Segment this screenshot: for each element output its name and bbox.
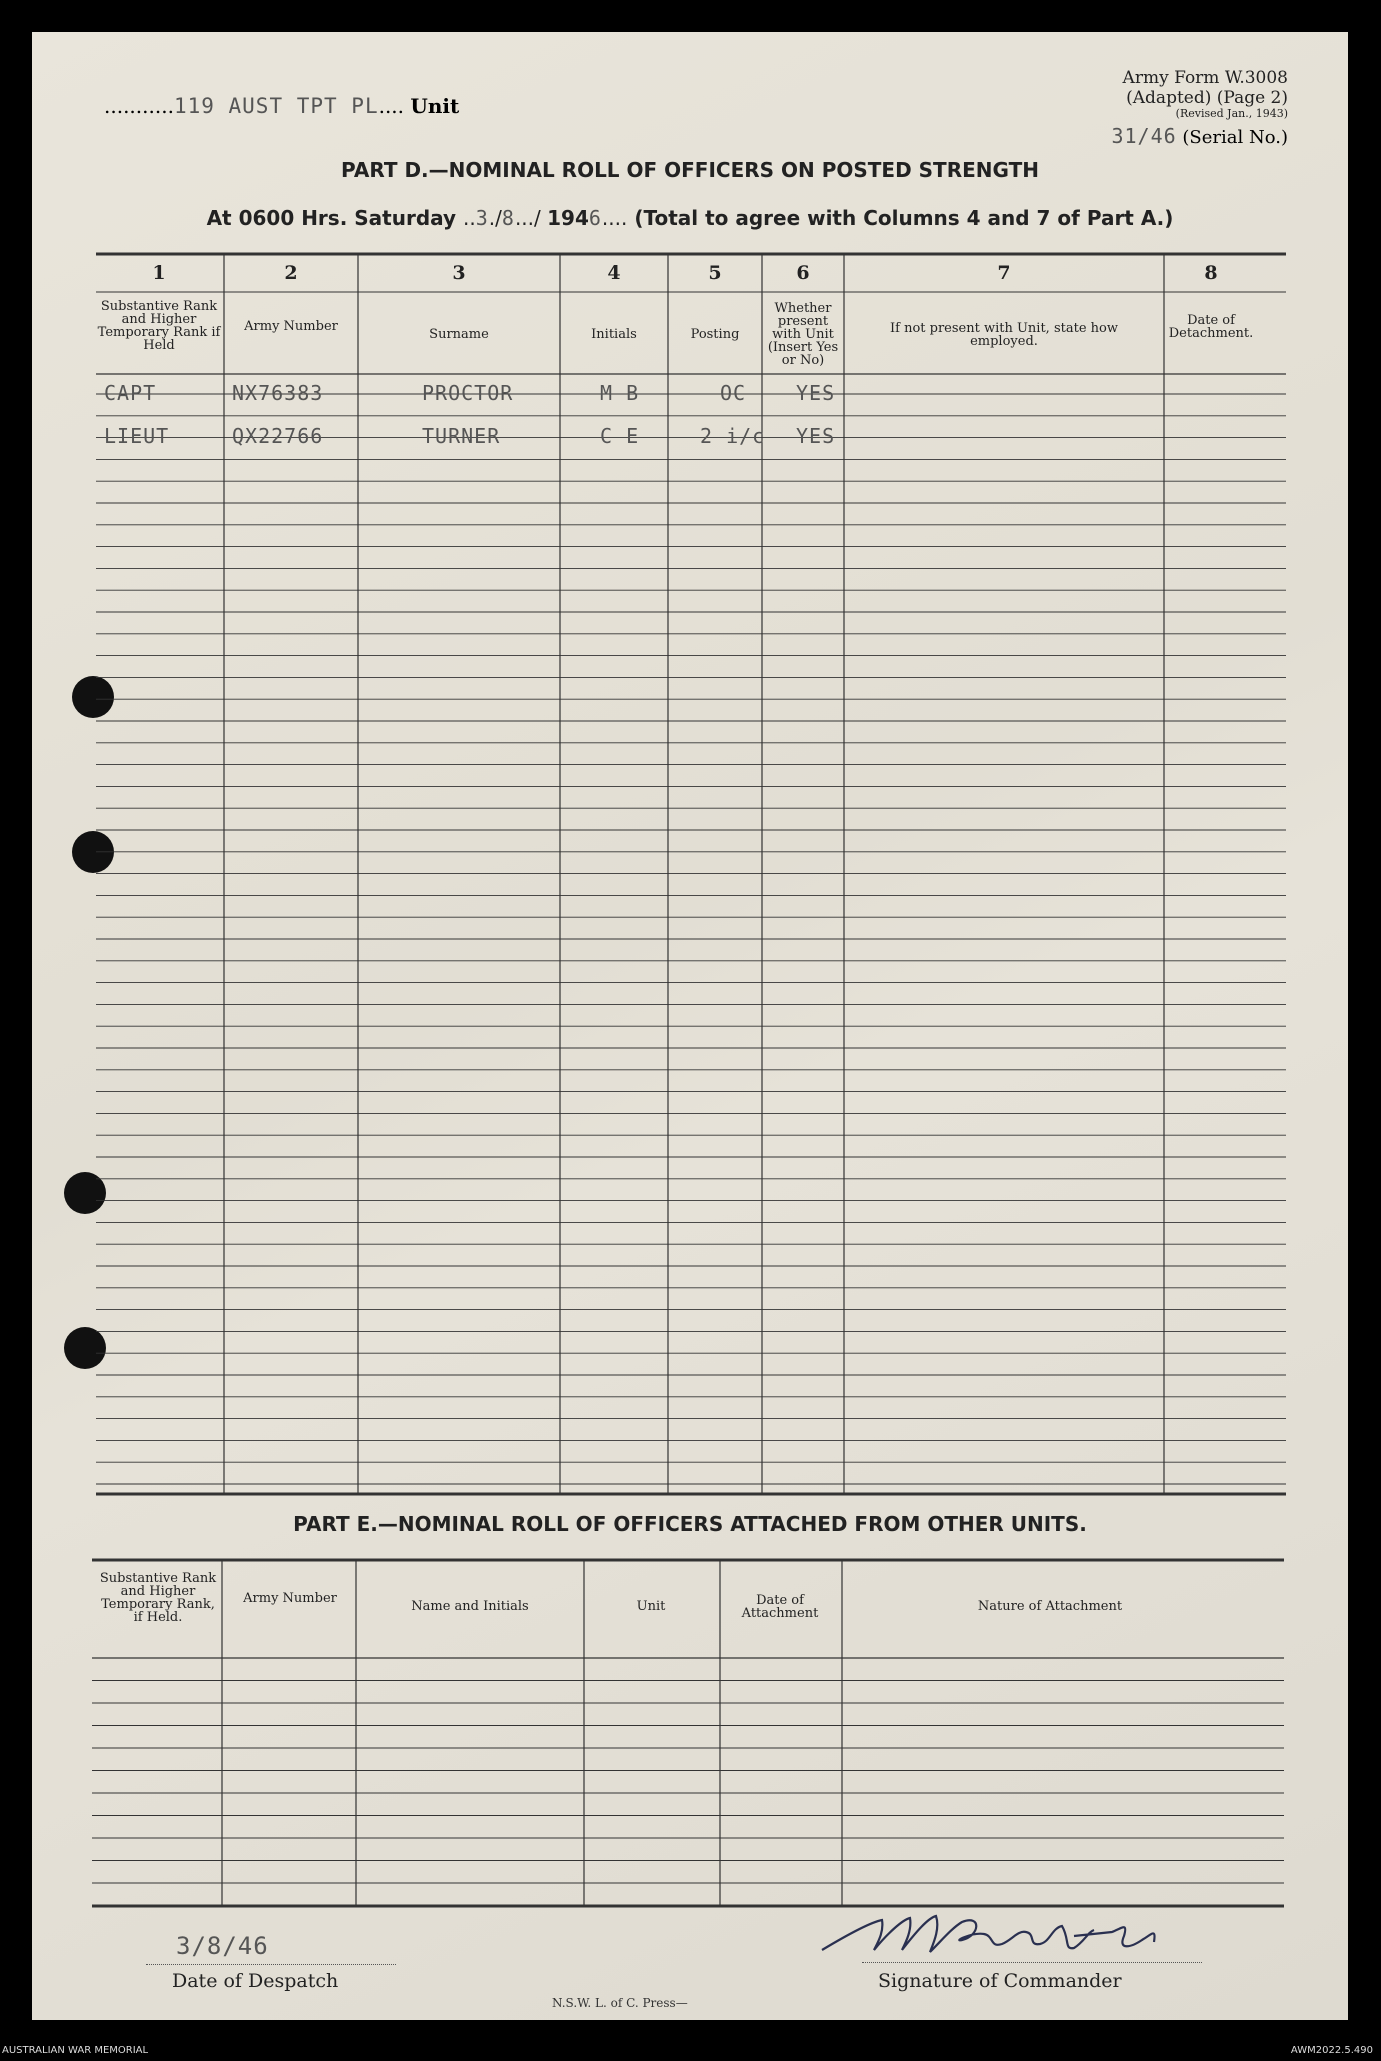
form-page (32, 32, 1348, 2020)
present-cell: YES (796, 381, 836, 405)
column-number: 8 (1204, 262, 1218, 284)
commander-signature (812, 1892, 1192, 1972)
part-d-title: PART D.—NOMINAL ROLL OF OFFICERS ON POSTED STRENGTH (341, 158, 1039, 182)
column-header: Unit (636, 1599, 666, 1614)
surname-cell: PROCTOR (422, 381, 514, 405)
column-number: 5 (708, 262, 722, 284)
date-year-digit: 6 (588, 206, 602, 230)
date-line: At 0600 Hrs. Saturday ..3./8.../ 1946.... (Total to agree with Columns 4 and 7 of Part A.) (206, 206, 1174, 230)
column-header: Nature of Attachment (977, 1599, 1123, 1614)
column-number: 7 (997, 262, 1011, 284)
initials-cell: C E (600, 424, 640, 448)
press-label: N.S.W. L. of C. Press— (552, 1996, 688, 2010)
date-day: 3 (475, 206, 489, 230)
signature-label: Signature of Commander (878, 1970, 1122, 1992)
form-adapted: (Adapted) (Page 2) (1126, 88, 1288, 108)
column-header: Whether present with Unit (Insert Yes or No) (767, 301, 839, 368)
column-header: Name and Initials (411, 1599, 529, 1614)
column-number: 3 (452, 262, 466, 284)
column-header: Army Number (243, 1591, 337, 1606)
column-header: If not present with Unit, state how employed. (890, 321, 1118, 349)
date-year: 194 (547, 206, 589, 230)
part-e-title: PART E.—NOMINAL ROLL OF OFFICERS ATTACHED FROM OTHER UNITS. (293, 1512, 1087, 1536)
column-header: Date of Attachment (741, 1593, 819, 1621)
column-number: 2 (284, 262, 298, 284)
column-header: Date of Detachment. (1168, 313, 1254, 341)
dotted-leader: .... (378, 94, 405, 118)
posting-cell: OC (720, 381, 747, 405)
dotted-leader (146, 1964, 396, 1965)
serial-label: (Serial No.) (1182, 127, 1288, 148)
column-header: Substantive Rank and Higher Temporary Rank if Held (97, 299, 221, 353)
form-revised: (Revised Jan., 1943) (1175, 107, 1288, 120)
army-number-cell: NX76383 (232, 381, 324, 405)
column-header: Surname (429, 327, 489, 342)
date-month: 8 (501, 206, 515, 230)
credit-left: AUSTRALIAN WAR MEMORIAL (2, 2045, 149, 2056)
posting-cell: 2 i/c (700, 424, 766, 448)
column-number: 4 (607, 262, 621, 284)
unit-value: 119 AUST TPT PL (173, 94, 379, 118)
army-number-cell: QX22766 (232, 424, 324, 448)
rank-cell: CAPT (104, 381, 157, 405)
present-cell: YES (796, 424, 836, 448)
unit-label: Unit (410, 94, 460, 118)
column-header: Posting (690, 327, 740, 342)
despatch-date: 3/8/46 (176, 1932, 269, 1960)
serial-value: 31/46 (1111, 124, 1177, 148)
form-number: Army Form W.3008 (1122, 68, 1288, 88)
credit-right: AWM2022.5.490 (1290, 2045, 1373, 2056)
surname-cell: TURNER (422, 424, 501, 448)
column-header: Army Number (244, 319, 338, 334)
dotted-leader (862, 1962, 1202, 1963)
date-line-note: (Total to agree with Columns 4 and 7 of Part A.) (634, 206, 1174, 230)
dotted-leader: ........... (104, 94, 174, 118)
column-header: Substantive Rank and Higher Temporary Rank, if Held. (99, 1571, 217, 1625)
initials-cell: M B (600, 381, 640, 405)
column-number: 6 (796, 262, 810, 284)
rank-cell: LIEUT (104, 424, 170, 448)
date-line-prefix: At 0600 Hrs. Saturday (206, 206, 457, 230)
column-number: 1 (152, 262, 166, 284)
despatch-label: Date of Despatch (172, 1970, 339, 1992)
column-header: Initials (591, 327, 637, 342)
